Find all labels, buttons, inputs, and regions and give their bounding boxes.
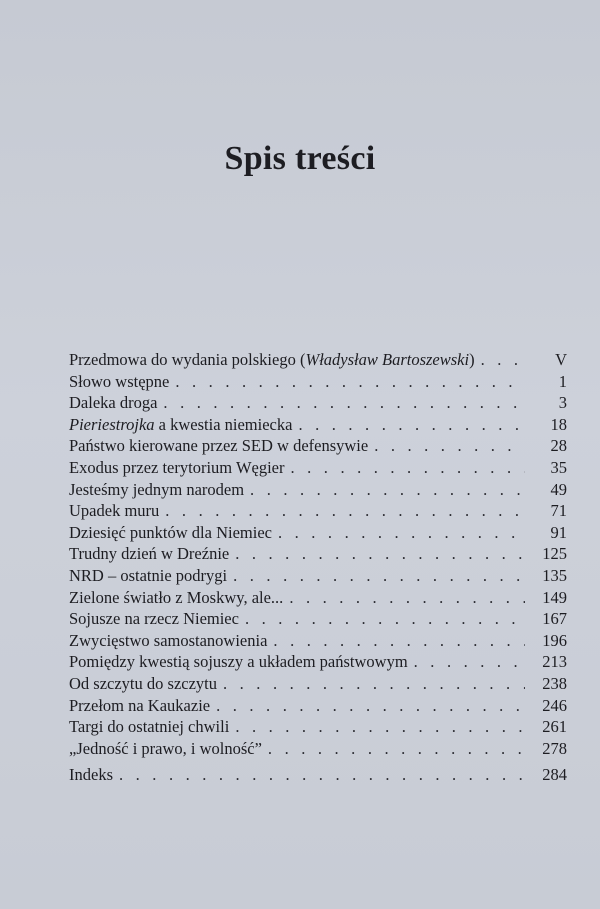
toc-entry — [69, 695, 567, 717]
toc-entry-title: Trudny dzień w Dreźnie — [69, 544, 230, 564]
toc-entry-title: „Jedność i prawo, i wolność” — [69, 738, 262, 758]
toc-page-number: 246 — [542, 695, 567, 715]
toc-page-number: 18 — [550, 414, 567, 434]
dot-leader — [414, 651, 525, 673]
toc-page-number: 125 — [542, 544, 567, 564]
toc-entry-title: Dziesięć punktów dla Niemiec — [69, 522, 272, 542]
dot-leader — [245, 608, 525, 630]
toc-page-number: 71 — [550, 501, 567, 521]
toc-entry — [69, 608, 567, 630]
toc-page-number: 238 — [542, 673, 567, 693]
toc-page-number: 91 — [550, 522, 567, 542]
toc-entry — [69, 630, 567, 652]
toc-entry — [69, 673, 567, 695]
dot-leader — [223, 673, 525, 695]
toc-entry — [69, 349, 567, 371]
toc-entry-title: Zielone światło z Moskwy, ale... — [69, 587, 284, 607]
toc-entry — [69, 435, 567, 457]
dot-leader — [291, 457, 526, 479]
toc-page-number: 261 — [542, 717, 567, 737]
toc-entry-title: Przedmowa do wydania polskiego (Władysław Bartoszewski) — [69, 350, 475, 369]
dot-leader — [175, 371, 525, 393]
toc-page-number: 3 — [558, 393, 567, 413]
toc-entry-title: Indeks — [69, 765, 113, 785]
toc-entry — [69, 479, 567, 501]
dot-leader — [289, 587, 525, 609]
toc-page-number: V — [555, 350, 567, 369]
toc-entry — [69, 522, 567, 544]
dot-leader — [273, 630, 525, 652]
toc-entry — [69, 565, 567, 587]
toc-entry — [69, 371, 567, 393]
toc-entry — [69, 414, 567, 436]
toc-page-number: 35 — [550, 457, 567, 477]
toc-entry-title: Zwycięstwo samostanowienia — [69, 630, 268, 650]
toc-entry — [69, 651, 567, 673]
toc-page-number: 1 — [558, 371, 567, 391]
toc-page-number: 28 — [550, 436, 567, 456]
toc-entry — [69, 587, 567, 609]
toc-page-number: 278 — [542, 738, 567, 758]
toc-entry-title: Słowo wstępne — [69, 371, 170, 391]
dot-leader — [216, 695, 525, 717]
toc-page-number: 284 — [542, 765, 567, 785]
toc-page-number: 49 — [550, 479, 567, 499]
toc-entry-title: Państwo kierowane przez SED w defensywie — [69, 436, 369, 456]
toc-page-number: 196 — [542, 630, 567, 650]
toc-entry — [69, 716, 567, 738]
toc-entry-title: Pieriestrojka a kwestia niemiecka — [69, 414, 293, 434]
toc-entry-title: Upadek muru — [69, 501, 160, 521]
toc-entry-title: Exodus przez terytorium Węgier — [69, 457, 285, 477]
toc-entry-title: Sojusze na rzecz Niemiec — [69, 609, 239, 629]
dot-leader — [278, 522, 525, 544]
dot-leader — [235, 716, 525, 738]
toc-entry — [69, 738, 567, 760]
toc-entry-title: Daleka droga — [69, 393, 158, 413]
dot-leader — [481, 349, 525, 371]
toc-entry — [69, 392, 567, 414]
dot-leader — [298, 414, 525, 436]
page-title: Spis treści — [224, 140, 376, 177]
toc-page-number: 149 — [542, 587, 567, 607]
dot-leader — [165, 500, 525, 522]
table-of-contents — [69, 349, 567, 786]
toc-entry-title: NRD – ostatnie podrygi — [69, 565, 228, 585]
toc-page-number: 167 — [542, 609, 567, 629]
dot-leader — [268, 738, 525, 760]
toc-entry-title: Jesteśmy jednym narodem — [69, 479, 245, 499]
toc-entry-title: Targi do ostatniej chwili — [69, 717, 230, 737]
dot-leader — [250, 479, 525, 501]
toc-page-number: 135 — [542, 565, 567, 585]
toc-entry-title: Pomiędzy kwestią sojuszy a układem państwowym — [69, 652, 408, 672]
dot-leader — [119, 764, 525, 786]
dot-leader — [374, 435, 525, 457]
toc-entry — [69, 543, 567, 565]
toc-page-number: 213 — [542, 652, 567, 672]
dot-leader — [163, 392, 525, 414]
toc-entry — [69, 500, 567, 522]
toc-entry-title: Od szczytu do szczytu — [69, 673, 217, 693]
toc-entry — [69, 764, 567, 786]
toc-entry-title: Przełom na Kaukazie — [69, 695, 211, 715]
dot-leader — [233, 565, 525, 587]
toc-entry — [69, 457, 567, 479]
dot-leader — [235, 543, 525, 565]
